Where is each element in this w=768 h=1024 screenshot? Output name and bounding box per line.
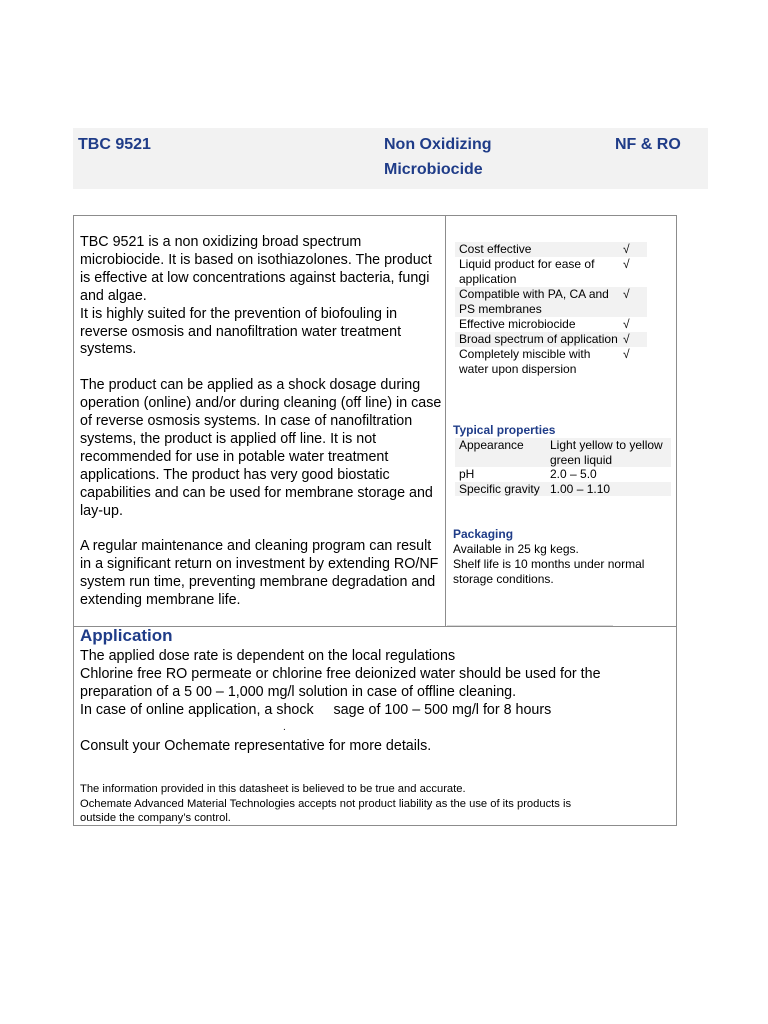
application-line: Consult your Ochemate representative for more details. [80,738,432,754]
feature-label: Completely miscible with water upon dispersion [459,347,591,376]
description-paragraph-1: TBC 9521 is a non oxidizing broad spectrum microbiocide. It is based on isothiazolones. The product is effective at low concentrations against bacteria, fungi and algae. It is highly suited for the prevention of biofouling in reverse osmosis and nanofiltration water treatment systems. [80,234,432,358]
feature-row [455,242,647,257]
property-row [455,438,671,467]
packaging-title: Packaging [453,527,514,541]
feature-row [455,317,647,332]
disclaimer [80,782,674,826]
disclaimer-line: outside the company’s control. [80,812,231,824]
feature-label: Broad spectrum of application [455,332,623,347]
description-paragraph-2: The product can be applied as a shock dosage during operation (online) and/or during cleaning (off line) in case of reverse osmosis systems. In case of nanofiltration systems, the product is applied off line. It is not recommended for use in potable water treatment applications. The product has very good biostatic capabilities and can be used for membrane storage and lay-up. [80,377,442,519]
feature-label: Effective microbiocide [459,317,576,331]
feature-row [455,332,647,347]
property-name: Appearance [455,438,546,467]
column-divider [445,216,446,627]
checkmark-icon: √ [623,242,647,257]
description-paragraph-3: A regular maintenance and cleaning program can result in a significant return on investment by extending RO/NF system run time, preventing membrane degradation and extending membrane life. [80,538,439,609]
application-area: NF & RO [615,136,681,153]
product-type-line1: Non Oxidizing [384,136,492,153]
typical-properties-table [455,438,671,496]
property-name: pH [459,467,475,481]
application-line: preparation of a 5 00 – 1,000 mg/l solution in case of offline cleaning. [80,684,517,700]
typical-properties-title: Typical properties [453,423,556,437]
packaging-line: Available in 25 kg kegs. [453,542,579,556]
property-value: Light yellow to yellow green liquid [546,438,671,467]
application-title: Application [80,626,173,645]
packaging-line: Shelf life is 10 months under normal storage conditions. [453,557,645,586]
feature-row [455,347,647,377]
property-value: 2.0 – 5.0 [550,467,597,481]
property-row [455,467,671,482]
application-line: In case of online application, a shock sage of 100 – 500 mg/l for 8 hours [80,702,552,718]
application-text [80,647,670,755]
disclaimer-line: Ochemate Advanced Material Technologies accepts not product liability as the use of its products is [80,797,572,810]
feature-row [455,287,647,317]
checkmark-icon: √ [623,347,630,361]
checkmark-icon: √ [623,287,647,317]
feature-label: Cost effective [455,242,623,257]
features-table [455,242,647,377]
application-line: The applied dose rate is dependent on the local regulations [80,648,456,664]
packaging-underline [447,625,613,626]
packaging-text [453,542,668,587]
product-type [384,132,544,182]
property-row [455,482,671,497]
checkmark-icon: √ [623,317,630,331]
product-type-line2: Microbiocide [384,161,483,178]
product-description [80,234,442,628]
disclaimer-line: The information provided in this datasheet is believed to be true and accurate. [80,783,466,795]
feature-label: Liquid product for ease of application [459,257,595,286]
product-name: TBC 9521 [78,136,151,153]
property-value: 1.00 – 1.10 [546,482,671,497]
header-band [73,128,708,189]
application-line: Chlorine free RO permeate or chlorine free deionized water should be used for the [80,666,601,682]
feature-row [455,257,647,287]
property-name: Specific gravity [455,482,546,497]
checkmark-icon: √ [623,332,647,347]
checkmark-icon: √ [623,257,630,271]
stray-dot: . [283,722,286,733]
feature-label: Compatible with PA, CA and PS membranes [455,287,623,317]
